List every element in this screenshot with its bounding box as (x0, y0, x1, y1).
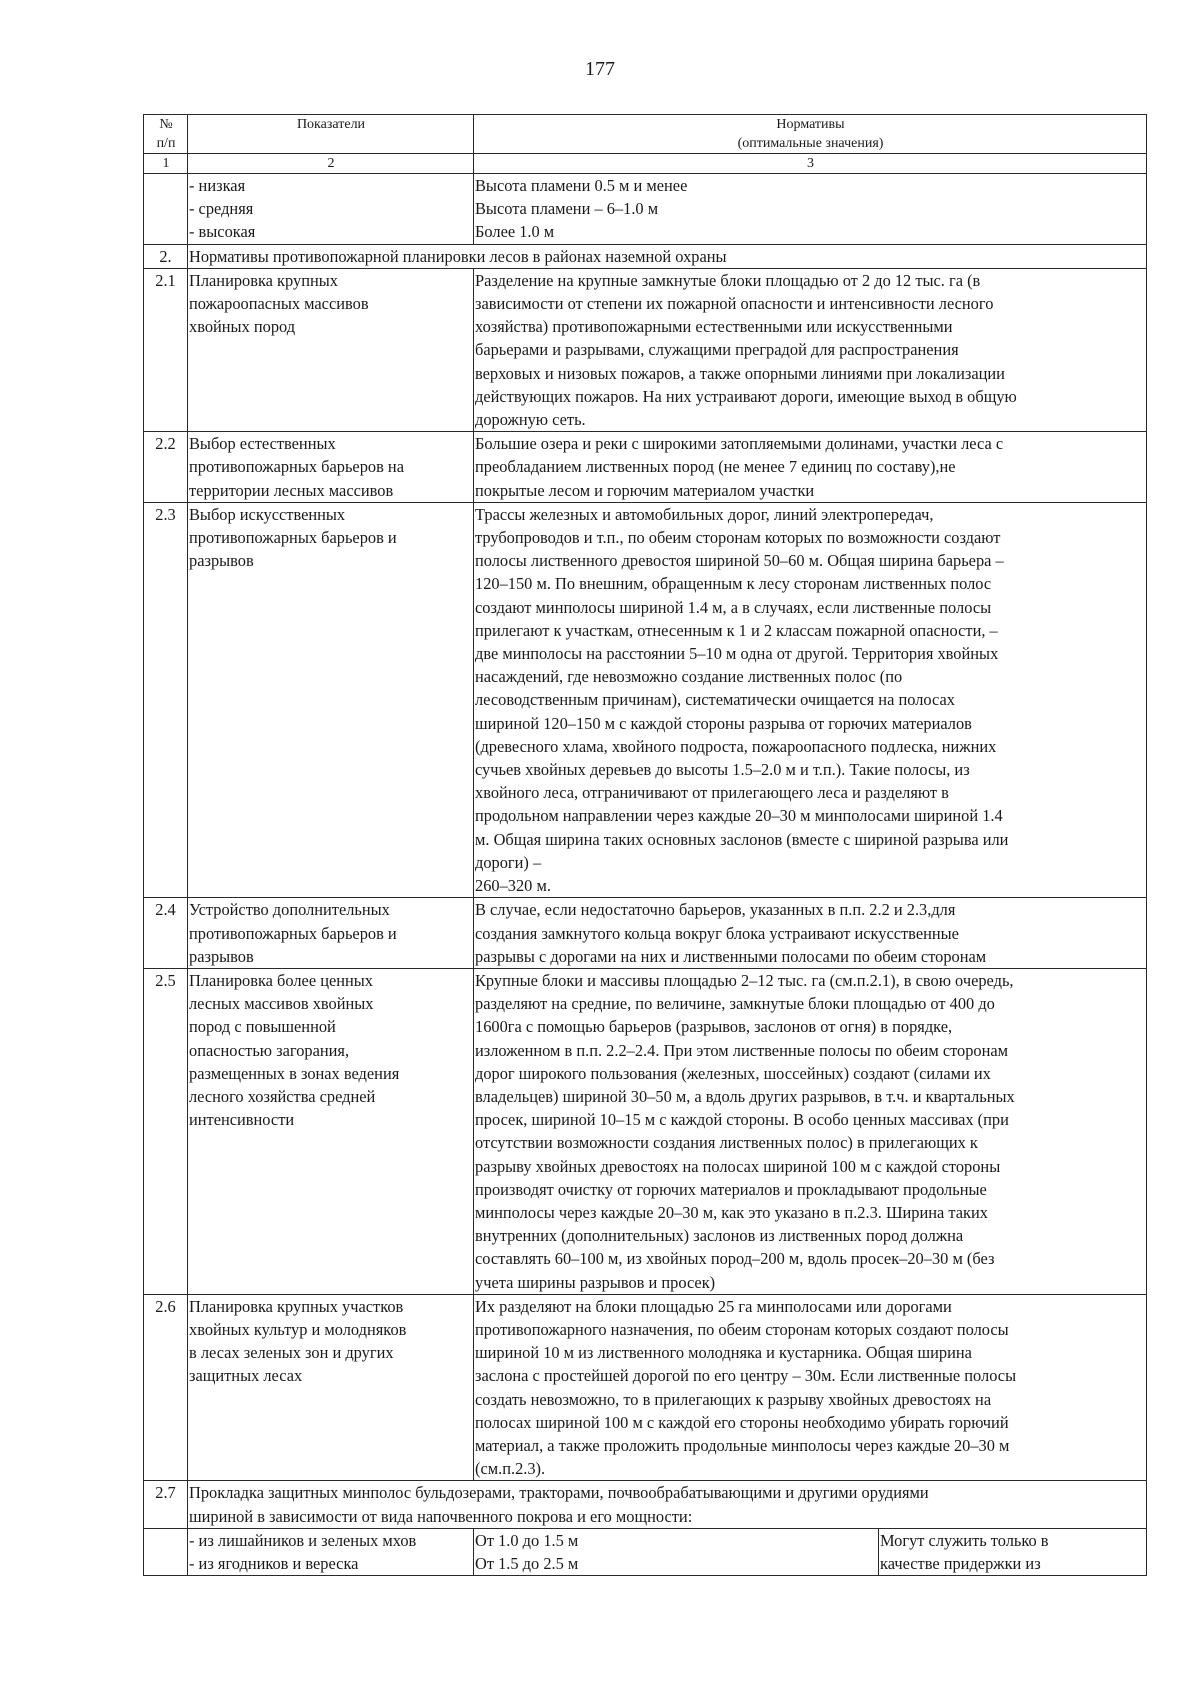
text-line: лесоводственным причинам), систематически очищается на полосах (475, 690, 955, 710)
index-row (144, 154, 1147, 174)
text-line: Их разделяют на блоки площадью 25 га минполосами или дорогами (475, 1296, 952, 1316)
text-line: составлять 60–100 м, из хвойных пород–200 м, вдоль просек–20–30 м (без (475, 1249, 995, 1269)
text-line: разделяют на средние, по величине, замкнутые блоки площадью от 400 до (475, 994, 995, 1014)
text-line: противопожарных барьеров и (189, 528, 397, 548)
text-line: Высота пламени 0.5 м и менее (475, 176, 688, 195)
text-line: отсутствии возможности создания лиственных полос) в прилегающих к (475, 1133, 978, 1153)
header-row (144, 115, 1147, 154)
header-norms (474, 115, 1147, 154)
row-indicator (188, 268, 474, 431)
text-line: разрыву хвойных древостоях на полосах шириной 100 м с каждой стороны (475, 1156, 1001, 1176)
text-line: учета ширины разрывов и просек) (475, 1272, 716, 1292)
text-line: заслона с простейшей дорогой по его центру – 30м. Если лиственные полосы (475, 1366, 1017, 1386)
text-line: минполосы через каждые 20–30 м, как это указано в п.2.3. Ширина таких (475, 1202, 988, 1222)
row-norm (474, 432, 1147, 503)
row-indicator (188, 898, 474, 969)
table-row (144, 268, 1147, 431)
text-line: - из лишайников и зеленых мхов (189, 1530, 417, 1550)
row-num: 2.7 (144, 1481, 188, 1528)
row-num: 2. (144, 244, 188, 268)
text-line: От 1.0 до 1.5 м (475, 1530, 579, 1550)
text-line: интенсивности (189, 1110, 295, 1130)
text-line: Прокладка защитных минполос бульдозерами, тракторами, почвообрабатывающими и другими орудиями (189, 1483, 929, 1503)
text-line: От 1.5 до 2.5 м (475, 1553, 579, 1573)
text-line: верховых и низовых пожаров, а также опорными линиями при локализации (475, 363, 1005, 383)
index-cell: 2 (188, 154, 474, 174)
text-line: пород с повышенной (189, 1017, 336, 1037)
text-line: шириной в зависимости от вида напочвенного покрова и его мощности: (189, 1506, 693, 1526)
row-norm (474, 268, 1147, 431)
text-line: хвойного леса, отграничивают от прилегающего леса и разделяют в (475, 783, 949, 803)
text-line: владельцев) шириной 30–50 м, а вдоль других разрывов, в т.ч. и квартальных (475, 1086, 1015, 1106)
table-row (144, 502, 1147, 897)
header-indicators: Показатели (188, 115, 474, 154)
text-line: просек, шириной 10–15 м с каждой стороны. В особо ценных массивах (при (475, 1110, 1009, 1130)
text-line: создать невозможно, то в прилегающих к разрыву хвойных древостоях на (475, 1389, 992, 1409)
row-indicator (188, 432, 474, 503)
text-line: пожароопасных массивов (189, 294, 369, 314)
table-row (144, 1294, 1147, 1481)
text-line: дороги) – (475, 852, 542, 872)
text-line: противопожарных барьеров на (189, 457, 404, 477)
text-line: разрывов (189, 551, 254, 571)
text-line: защитных лесах (189, 1366, 303, 1386)
row-indicator (188, 1528, 474, 1575)
text-line: материал, а также проложить продольные минполосы через каждые 20–30 м (475, 1435, 1010, 1455)
text-line: - низкая (189, 176, 246, 195)
row-indicator (188, 968, 474, 1294)
table-row (144, 1528, 1147, 1575)
page-number: 177 (585, 58, 615, 80)
row-norm (474, 174, 1147, 245)
header-num: № п/п (144, 115, 188, 154)
text-line: Крупные блоки и массивы площадью 2–12 тыс. га (см.п.2.1), в свою очередь, (475, 970, 1014, 990)
table-row (144, 898, 1147, 969)
text-line: Планировка крупных участков (189, 1296, 404, 1316)
row-num (144, 174, 188, 245)
row-num: 2.4 (144, 898, 188, 969)
text-line: создают минполосы шириной 1.4 м, а в случаях, если лиственные полосы (475, 597, 992, 617)
row-norm (474, 968, 1147, 1294)
index-cell: 3 (474, 154, 1147, 174)
text-line: полосах шириной 100 м с каждой его стороны необходимо убирать горючий (475, 1412, 1009, 1432)
text-line: Высота пламени – 6–1.0 м (475, 199, 659, 219)
row-num: 2.2 (144, 432, 188, 503)
row-num: 2.6 (144, 1294, 188, 1481)
text-line: Разделение на крупные замкнутые блоки площадью от 2 до 12 тыс. га (в (475, 270, 981, 290)
header-norms-line: Нормативы (776, 117, 845, 132)
text-line: В случае, если недостаточно барьеров, указанных в п.п. 2.2 и 2.3,для (475, 900, 956, 920)
text-line: - из ягодников и вереска (189, 1553, 359, 1573)
text-line: дорог широкого пользования (железных, шоссейных) создают (силами их (475, 1063, 991, 1083)
text-line: противопожарных барьеров и (189, 923, 397, 943)
text-line: м. Общая ширина таких основных заслонов (вместе с шириной разрыва или (475, 829, 1009, 849)
text-line: Могут служить только в (880, 1530, 1049, 1550)
text-line: Выбор искусственных (189, 504, 346, 524)
row-norm (474, 1294, 1147, 1481)
table-row (144, 432, 1147, 503)
text-line: - высокая (189, 222, 256, 242)
row-num: 2.3 (144, 502, 188, 897)
row-description (188, 1481, 1147, 1528)
row-indicator (188, 502, 474, 897)
text-line: хвойных культур и молодняков (189, 1319, 407, 1339)
text-line: 1600га с помощью барьеров (разрывов, заслонов от огня) в порядке, (475, 1017, 953, 1037)
text-line: Устройство дополнительных (189, 900, 390, 920)
table-row (144, 968, 1147, 1294)
text-line: разрывов (189, 946, 254, 966)
section-title: Нормативы противопожарной планировки лесов в районах наземной охраны (188, 244, 1147, 268)
text-line: хвойных пород (189, 317, 296, 337)
text-line: 120–150 м. По внешним, обращенным к лесу сторонам лиственных полос (475, 574, 992, 594)
row-note (879, 1528, 1147, 1575)
text-line: барьерами и разрывами, служащими преградой для распространения (475, 340, 959, 360)
text-line: две минполосы на расстоянии 5–10 м одна от другой. Территория хвойных (475, 644, 999, 664)
text-line: разрывы с дорогами на них и лиственными полосами по обеим сторонам (475, 946, 987, 966)
text-line: зависимости от степени их пожарной опасности и интенсивности лесного (475, 294, 994, 314)
text-line: Большие озера и реки с широкими затопляемыми долинами, участки леса с (475, 434, 1004, 454)
row-num: 2.5 (144, 968, 188, 1294)
text-line: Планировка более ценных (189, 970, 373, 990)
text-line: территории лесных массивов (189, 480, 394, 500)
text-line: Выбор естественных (189, 434, 336, 454)
text-line: (древесного хлама, хвойного подроста, пожароопасного подлеска, нижних (475, 736, 997, 756)
text-line: качестве придержки из (880, 1553, 1041, 1573)
text-line: продольном направлении через каждые 20–30 м минполосами шириной 1.4 (475, 806, 1003, 826)
text-line: дорожную сеть. (475, 410, 586, 430)
text-line: покрытые лесом и горючим материалом участки (475, 480, 815, 500)
section-row (144, 244, 1147, 268)
text-line: Планировка крупных (189, 270, 338, 290)
flame-row (144, 174, 1147, 245)
table-row (144, 1481, 1147, 1528)
row-num (144, 1528, 188, 1575)
text-line: противопожарного назначения, по обеим сторонам которых создают полосы (475, 1319, 1009, 1339)
text-line: (см.п.2.3). (475, 1459, 546, 1479)
text-line: внутренних (дополнительных) заслонов из лиственных пород должна (475, 1226, 964, 1246)
text-line: сучьев хвойных деревьев до высоты 1.5–2.0 м и т.п.). Такие полосы, из (475, 760, 970, 780)
row-indicator (188, 174, 474, 245)
row-num: 2.1 (144, 268, 188, 431)
text-line: создания замкнутого кольца вокруг блока устраивают искусственные (475, 923, 959, 943)
index-cell: 1 (144, 154, 188, 174)
header-norms-line: (оптимальные значения) (737, 136, 884, 151)
norms-table (143, 114, 1147, 1576)
row-indicator (188, 1294, 474, 1481)
text-line: прилегают к участкам, отнесенным к 1 и 2 классам пожарной опасности, – (475, 620, 998, 640)
row-norm (474, 898, 1147, 969)
text-line: полосы лиственного древостоя шириной 50–60 м. Общая ширина барьера – (475, 551, 1004, 571)
text-line: действующих пожаров. На них устраивают дороги, имеющие выход в общую (475, 386, 1017, 406)
text-line: шириной 10 м из лиственного молодняка и кустарника. Общая ширина (475, 1343, 972, 1363)
text-line: опасностью загорания, (189, 1040, 350, 1060)
text-line: изложенном в п.п. 2.2–2.4. При этом лиственные полосы по обеим сторонам (475, 1040, 1009, 1060)
text-line: - средняя (189, 199, 254, 219)
text-line: Более 1.0 м (475, 222, 555, 242)
text-line: насаждений, где невозможно создание лиственных полос (по (475, 667, 903, 687)
text-line: Трассы железных и автомобильных дорог, линий электропередач, (475, 504, 934, 524)
text-line: трубопроводов и т.п., по обеим сторонам которых по возможности создают (475, 528, 1001, 548)
text-line: шириной 120–150 м с каждой стороны разрыва от горючих материалов (475, 713, 972, 733)
text-line: 260–320 м. (475, 876, 551, 896)
text-line: хозяйства) противопожарными естественными или искусственными (475, 317, 953, 337)
text-line: производят очистку от горючих материалов и прокладывают продольные (475, 1179, 987, 1199)
row-norm (474, 502, 1147, 897)
text-line: преобладанием лиственных пород (не менее 7 единиц по составу),не (475, 457, 956, 477)
text-line: лесного хозяйства средней (189, 1086, 376, 1106)
text-line: лесных массивов хвойных (189, 994, 374, 1014)
text-line: в лесах зеленых зон и других (189, 1343, 394, 1363)
text-line: размещенных в зонах ведения (189, 1063, 400, 1083)
row-norm (474, 1528, 879, 1575)
